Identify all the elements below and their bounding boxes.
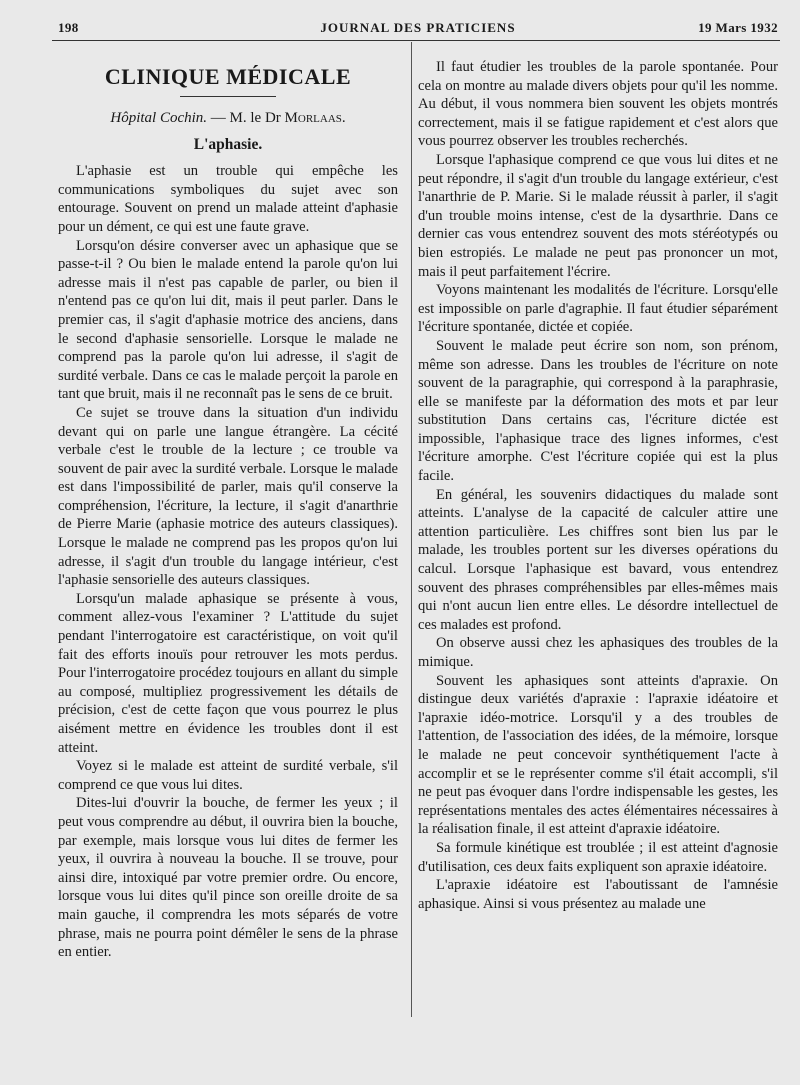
paragraph: En général, les souvenirs didactiques du malade sont atteints. L'analyse de la capacité de calculer attire une attention particulière. Les chiffres sont bien lus par le malade, les troubles portent sur les diverses opérations du calcul. Lorsque l'aphasique est bavard, vous entendrez souvent des phrases compréhensibles par elles-mêmes mais qui n'ont aucun lien entre elles. Le désordre intellectuel de ces malades est profond. (418, 486, 778, 633)
header-rule (52, 40, 780, 41)
paragraph: Lorsqu'on désire converser avec un aphasique que se passe-t-il ? Ou bien le malade entend la parole qu'on lui adresse mais il n'est pas capable de parler, ou bien il n'entend pas ce qu'on lui dit, mais il peut parler. Dans le premier cas, il s'agit d'aphasie motrice des anciens, dans le second d'aphasie sensorielle. Lorsque le malade ne comprend pas la parole qu'on lui adresse, il s'agit de surdité verbale. Dans ce cas le malade perçoit la parole en tant que bruit, mais il ne reconnaît pas le sens de ce bruit. (58, 237, 398, 403)
author-name: Morlaas. (284, 110, 346, 126)
paragraph: L'aphasie est un trouble qui empêche les communications symboliques du sujet avec son entourage. Souvent on prend un malade atteint d'aphasie pour un dément, ce qui est une faute grave. (58, 163, 398, 235)
paragraph: Sa formule kinétique est troublée ; il est atteint d'agnosie d'utilisation, ces deux faits expliquent son apraxie idéatoire. (418, 839, 778, 875)
journal-title: JOURNAL DES PRATICIENS (320, 20, 516, 35)
paragraph: Ce sujet se trouve dans la situation d'un individu devant qui on parle une langue étrangère. La cécité verbale c'est le trouble de la lecture ; ce trouble va souvent de pair avec la surdité verbale. Lorsque le malade est dans l'impossibilité de parler, mais qu'il conserve la compréhension, l'écriture, la lecture, il s'agit d'anarthrie de Pierre Marie (aphasie motrice des auteurs classiques). Lorsque le malade ne comprend pas les propos qu'on lui adresse, il s'agit d'un trouble du langage intérieur, c'est l'aphasie sensorielle des auteurs classiques. (58, 404, 398, 589)
paragraph: Voyez si le malade est atteint de surdité verbale, s'il comprend ce que vous lui dites. (58, 758, 398, 793)
paragraph: Il faut étudier les troubles de la parole spontanée. Pour cela on montre au malade divers objets pour qu'il les nomme. Au début, il vous nommera bien souvent les objets montrés correctement, mais il se fatigue rapidement et c'est alors que vous pourrez observer les troubles recherchés. (418, 59, 778, 150)
author-prefix: — M. le Dr (207, 110, 285, 126)
left-column (58, 56, 398, 962)
paragraph: Lorsqu'un malade aphasique se présente à vous, comment allez-vous l'examiner ? L'attitude du sujet pendant l'interrogatoire est caractéristique, on voit qu'il fait des efforts inouïs pour retrouver les mots perdus. Pour l'interrogatoire procédez toujours en allant du simple au composé, multipliez progressivement les détails de précision, c'est de cette façon que vous pourrez le plus aisément mettre en évidence les troubles dont il est atteint. (58, 590, 398, 756)
paragraph: L'apraxie idéatoire est l'aboutissant de l'amnésie aphasique. Ainsi si vous présentez au malade une (418, 877, 778, 912)
article-subject: L'aphasie. (193, 135, 263, 153)
title-rule (180, 96, 276, 97)
paragraph: On observe aussi chez les aphasiques des troubles de la mimique. (418, 635, 778, 670)
paragraph: Dites-lui d'ouvrir la bouche, de fermer les yeux ; il peut vous comprendre au début, il ouvrira bien la bouche, par exemple, mais lorsque vous lui dites de fermer les yeux, il ouvrira à nouveau la bouche. Il se trouve, pour ainsi dire, intoxiqué par votre premier ordre. Ou encore, lorsque vous lui dites qu'il pince son oreille droite de sa main gauche, il comprendra les mots séparés de votre phrase, mais ne pourra point démêler le sens de la phrase en entier. (58, 795, 398, 961)
page-number: 198 (58, 20, 79, 35)
section-title: CLINIQUE MÉDICALE (104, 64, 352, 89)
paragraph: Souvent le malade peut écrire son nom, son prénom, même son adresse. Dans les troubles de l'écriture on note souvent de la paragraphie, qui correspond à la paraphrasie, elle se manifeste par la déformation des mots et par leur substitution Dans certains cas, l'écriture dictée est impossible, l'aphasique trace des lignes informes, c'est l'écriture amorphe. C'est l'écriture copiée qui est la plus facile. (418, 337, 778, 485)
paragraph: Voyons maintenant les modalités de l'écriture. Lorsqu'elle est impossible on parle d'agraphie. Il faut étudier séparément l'écriture spontanée, dictée et copiée. (418, 282, 778, 336)
running-header (58, 18, 778, 40)
right-column (418, 58, 778, 913)
column-divider (411, 42, 412, 1017)
issue-date: 19 Mars 1932 (698, 20, 778, 35)
hospital-name: Hôpital Cochin. (110, 110, 208, 126)
paragraph: Lorsque l'aphasique comprend ce que vous lui dites et ne peut répondre, il s'agit d'un trouble du langage extérieur, c'est l'anarthrie de P. Marie. Si le malade réussit à parler, il s'agit d'un trouble moins intense, c'est de la dysarthrie. Dans ce dernier cas vous entendrez souvent des mots stéréotypés ou bien estropiés. Le malade ne peut pas prononcer un mot, mais il peut parfaitement l'écrire. (418, 151, 778, 280)
byline (58, 109, 398, 128)
paragraph: Souvent les aphasiques sont atteints d'apraxie. On distingue deux variétés d'apraxie : l'apraxie idéatoire et l'apraxie idéo-motrice. Lorsqu'il y a des troubles de l'attention, de l'association des idées, de la mémoire, lorsque le malade ne peut concevoir synthétiquement l'acte à accomplir et se le représenter comme s'il était accompli, s'il ne peut pas évoquer dans l'ordre indispensable les gestes, les représentations mentales des actes élémentaires nécessaires à la réalisation finale, il est atteint d'apraxie idéatoire. (418, 672, 778, 838)
